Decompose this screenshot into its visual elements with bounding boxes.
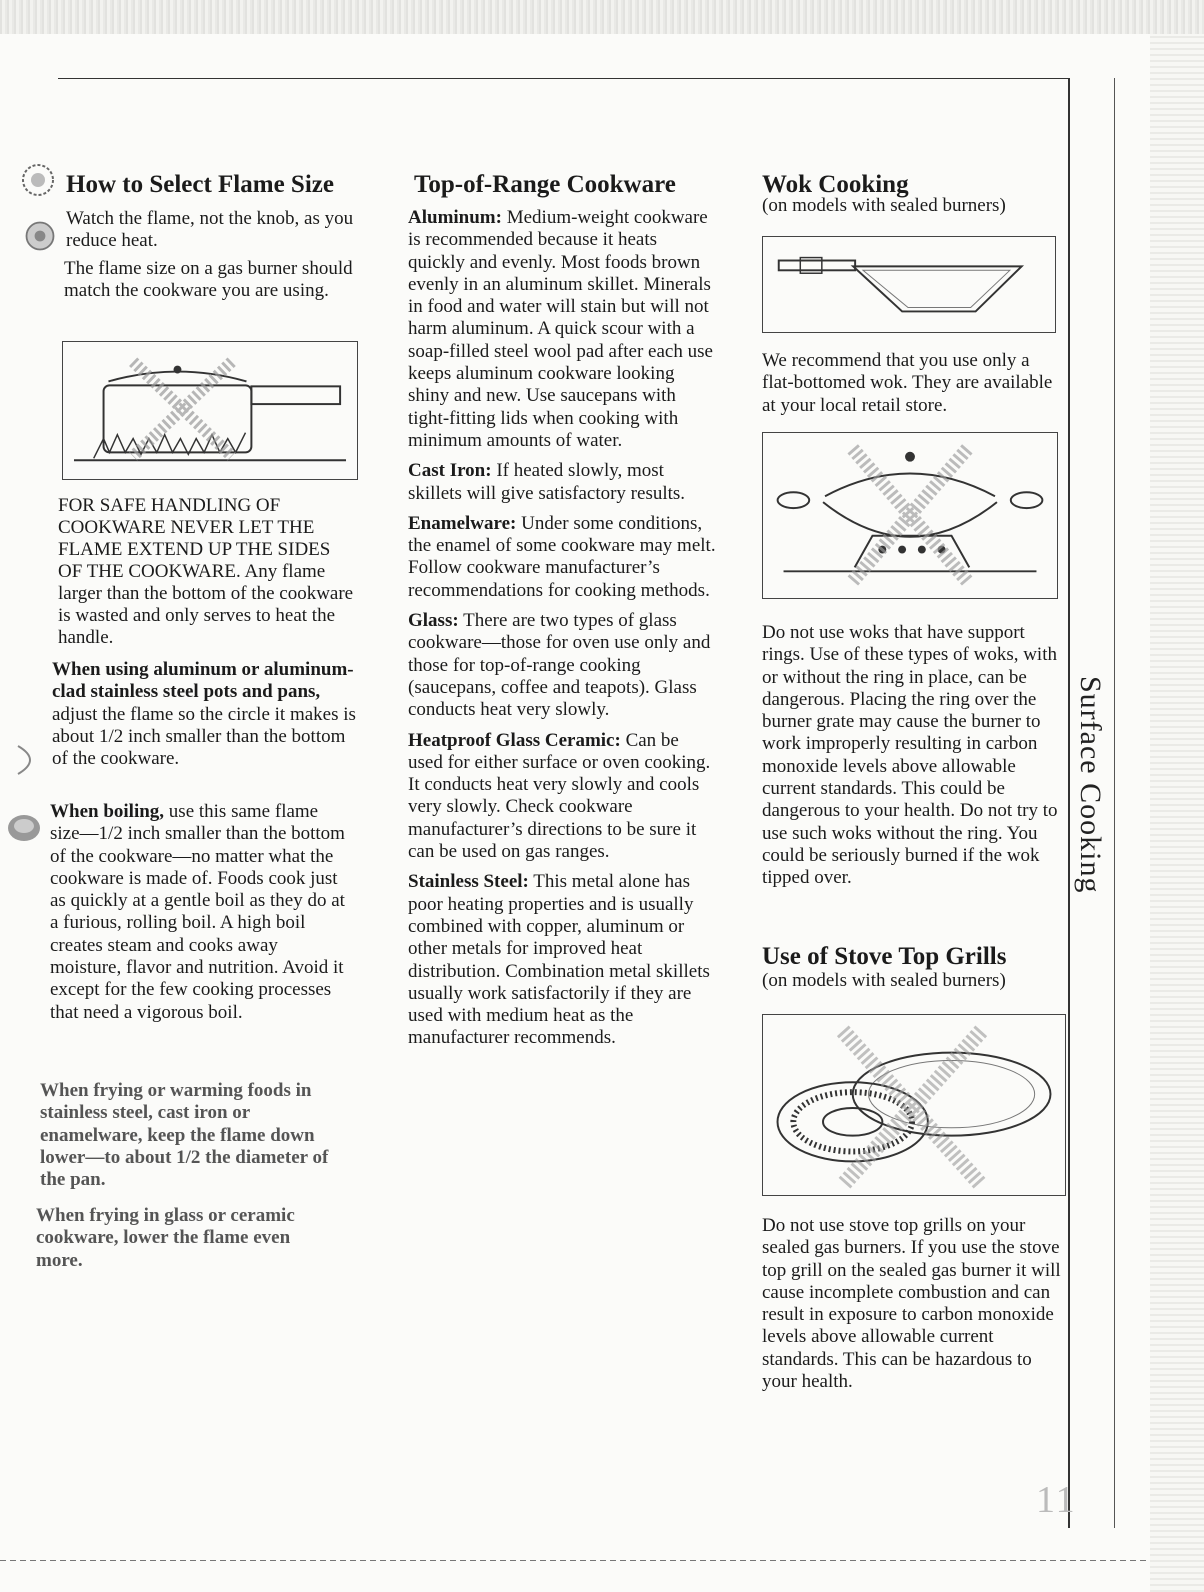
cookware-term: Enamelware: [408, 512, 517, 534]
cookware-text: There are two types of glass cookware—those for oven use only and those for top-of-range cooking (saucepans, coffee and teapots). Glass conducts heat very slowly. [408, 610, 711, 721]
stove-grill-illustration [763, 1015, 1065, 1195]
safe-handling-caps: FOR SAFE HANDLING OF COOKWARE NEVER LET THE FLAME EXTEND UP THE SIDES OF THE COOKWARE. [58, 495, 331, 582]
section-tab-title: Surface Cooking [1074, 676, 1107, 894]
aluminum-flame-paragraph [52, 659, 358, 770]
cookware-item [408, 513, 716, 602]
wok-heading: Wok Cooking [762, 171, 909, 198]
ring-wok-illustration [763, 433, 1057, 598]
top-rule [58, 78, 1070, 79]
cookware-term: Aluminum: [408, 207, 502, 228]
flame-size-heading: How to Select Flame Size [66, 171, 334, 198]
grills-heading: Use of Stove Top Grills [762, 943, 1007, 970]
flame-knob-icon [18, 160, 58, 200]
flat-wok-figure [762, 236, 1056, 333]
cookware-item [408, 610, 716, 721]
wok-subheading: (on models with sealed burners) [762, 195, 1006, 216]
cookware-list [408, 207, 716, 1050]
bottom-rule [0, 1560, 1150, 1561]
ring-wok-figure [762, 432, 1058, 599]
grills-subheading: (on models with sealed burners) [762, 970, 1006, 991]
cookware-text: Can be used for either surface or oven cooking. It conducts heat very slowly and cools very slowly. Check cookware manufacturer’s directions to be sure it can be used on gas ranges. [408, 729, 711, 863]
grills-paragraph: Do not use stove top grills on your sealed gas burners. If you use the stove top grill on the sealed gas burner it will cause incomplete combustion and can result in exposure to carbon monoxide levels above allowable current standards. This can be hazardous to your health. [762, 1215, 1061, 1393]
safe-handling-warning [58, 495, 358, 649]
cookware-text: Under some conditions, the enamel of some cookware may melt. Follow cookware manufacturer’s recommendations for cooking methods. [408, 512, 716, 601]
boiling-paragraph [50, 801, 350, 1024]
aluminum-flame-bold: When using aluminum or aluminum-clad stainless steel pots and pans, [52, 659, 354, 703]
glass-frying-paragraph [36, 1205, 341, 1272]
frying-bold: When frying or warming foods in stainless steel, cast iron or enamelware, keep the flame down lower—to about 1/2 the diameter of the pan. [40, 1080, 329, 1191]
saucepan-flame-figure [62, 341, 358, 480]
cookware-term: Glass: [408, 610, 459, 632]
aluminum-flame-text: adjust the flame so the circle it makes is about 1/2 inch smaller than the bottom of the cookware. [52, 703, 356, 770]
glass-frying-bold: When frying in glass or ceramic cookware, lower the flame even more. [36, 1205, 295, 1271]
scan-noise-right [1150, 34, 1204, 1592]
binder-hole-icon [4, 808, 44, 848]
cookware-text: Medium-weight cookware is recommended because it heats quickly and evenly. Most foods brown evenly in an aluminum skillet. Minerals in food and water will stain but will not harm aluminum. A quick scour with a soap-filled steel wool pad after each use keeps aluminum cookware looking shiny and new. Use saucepans with tight-fitting lids when cooking with minimum amounts of water. [408, 207, 713, 451]
scan-noise-top [0, 0, 1204, 34]
cookware-heading: Top-of-Range Cookware [414, 171, 676, 198]
flame-intro-1: Watch the flame, not the knob, as you reduce heat. [66, 208, 354, 252]
cookware-text: This metal alone has poor heating properties and is usually combined with copper, aluminum or other metals for improved heat distribution. Combination metal skillets usually work satisfactorily if they are used with medium heat as the manufacturer recommends. [408, 871, 710, 1049]
flame-intro-2: The flame size on a gas burner should match the cookware you are using. [64, 258, 353, 302]
burner-knob-icon [22, 218, 58, 254]
flat-wok-illustration [763, 237, 1055, 332]
page-edge-mark-icon [8, 740, 48, 780]
safe-handling-rest: Any flame larger than the bottom of the cookware is wasted and only serves to heat the handle. [58, 561, 354, 648]
cookware-item [408, 460, 716, 505]
page-number: 11 [1036, 1479, 1077, 1521]
cookware-text: If heated slowly, most skillets will give satisfactory results. [408, 460, 686, 504]
stove-grill-figure [762, 1014, 1066, 1196]
cookware-item [408, 871, 716, 1049]
saucepan-illustration [63, 342, 357, 479]
boiling-text: use this same flame size—1/2 inch smaller than the bottom of the cookware—no matter what the cookware is made of. Foods cook just as quickly at a gentle boil as they do at a furious, rolling boil. A high boil creates steam and cooks away moisture, flavor and nutrition. Avoid it except for the few cooking processes that need a vigorous boil. [50, 801, 345, 1023]
wok-paragraph-2: Do not use woks that have support rings. Use of these types of woks, with or without the ring in place, can be dangerous. Placing the ring over the burner grate may cause the burner to work improperly resulting in carbon monoxide levels above allowable current standards. This could be dangerous to your health. Do not try to use such woks without the ring. You could be seriously burned if the wok tipped over. [762, 622, 1058, 889]
cookware-item [408, 207, 716, 452]
frying-paragraph [40, 1080, 340, 1191]
boiling-bold: When boiling, [50, 801, 165, 822]
cookware-term: Stainless Steel: [408, 871, 529, 893]
cookware-item [408, 730, 716, 864]
cookware-term: Heatproof Glass Ceramic: [408, 729, 621, 751]
cookware-term: Cast Iron: [408, 460, 492, 482]
wok-paragraph-1: We recommend that you use only a flat-bottomed wok. They are available at your local retail store. [762, 350, 1053, 416]
